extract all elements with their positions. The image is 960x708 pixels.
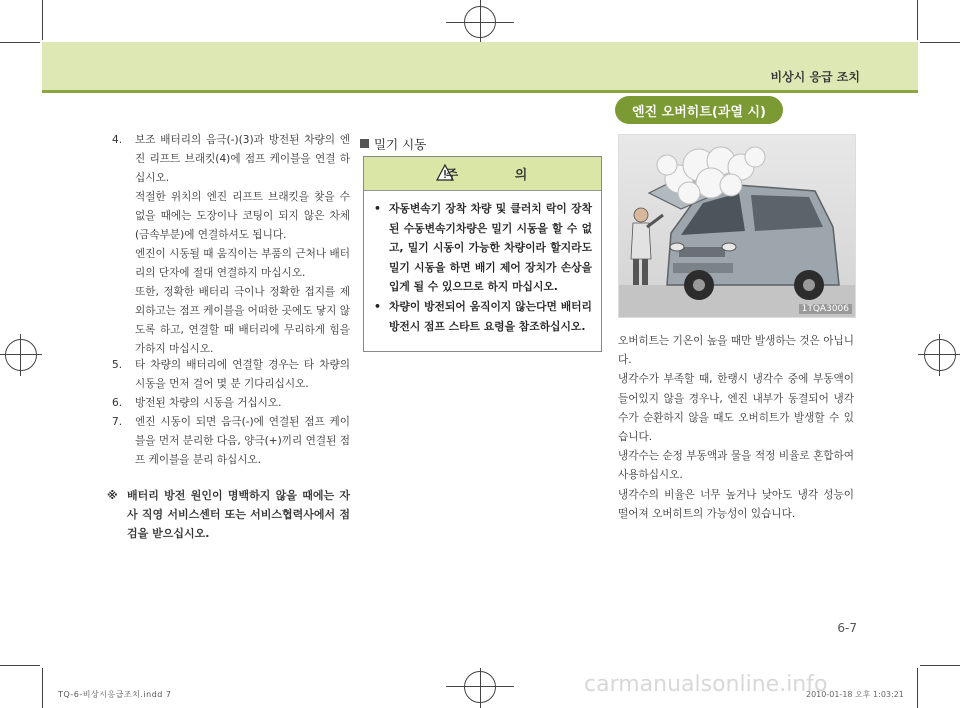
paragraph: 냉각수가 부족할 때, 한랭시 냉각수 중에 부동액이 들어있지 않을 경우나, 엔진 내부가 동결되어 냉각수가 순환하지 않을 때도 오버히트가 발생할 수 있습니다. [618,373,854,444]
paragraph: 냉각수는 순정 부동액과 물을 적정 비율로 혼합하여 사용하십시오. [618,450,854,482]
service-note [107,486,350,543]
step-4-detail-3: 또한, 정확한 배터리 극이나 정확한 접지를 제외하고는 점프 케이블을 어떠한 곳에도 닿지 않도록 하고, 연결할 때 배터리에 무리하게 힘을 가하지 마십시오. [135,286,350,355]
van-steam-illustration [619,135,855,317]
watermark: carmanualsonline.info [584,672,828,697]
page-number: 6-7 [837,621,857,635]
overheat-body [618,332,854,524]
step-4-detail-1: 적절한 위치의 엔진 리프트 브래킷을 찾을 수 없을 때에는 도장이나 코팅이 되지 않은 차체 (금속부분)에 연결하셔도 됩니다. [135,191,350,241]
step-5: 5. 타 차량의 배터리에 연결할 경우는 타 차량의 시동을 먼저 걸어 몇 분 기다리십시오. [112,359,350,390]
file-info: TQ-6-비상시응급조치.indd 7 [58,690,172,699]
chapter-title: 비상시 응급 조치 [770,70,860,84]
caution-title: 주 의 [445,168,554,183]
caution-box [363,156,602,352]
step-4: 4. 보조 배터리의 음극(-)(3)과 방전된 차량의 엔진 리프트 브래킷(4)에 점프 케이블을 연결 하십시오. [112,134,350,184]
header-rule [42,90,918,93]
paragraph: 오버히트는 기온이 높을 때만 발생하는 것은 아닙니다. [618,335,854,367]
square-bullet-icon [360,139,369,148]
step-4-detail-2: 엔진이 시동될 때 움직이는 부품의 근처나 배터리의 단자에 절대 연결하지 마십시오. [135,248,350,279]
section-title-overheat: 엔진 오버히트(과열 시) [615,96,783,124]
date-info: 2010-01-18 오후 1:03:21 [806,690,904,699]
note-text: 배터리 방전 원인이 명백하지 않을 때에는 자사 직영 서비스센터 또는 서비스협력사에서 점검을 받으십시오. [127,489,350,540]
section-heading-push-start: 밀기 시동 [360,135,426,153]
step-7: 7. 엔진 시동이 되면 음극(-)에 연결된 점프 케이블을 먼저 분리한 다음, 양극(+)끼리 연결된 점프 케이블을 분리 하십시오. [112,416,350,466]
step-6: 6. 방전된 차량의 시동을 거십시오. [112,397,282,409]
overheat-illustration [618,134,856,318]
note-mark: ※ [107,489,118,502]
caution-header [364,157,601,191]
image-code: 1TQA3006 [799,304,852,314]
caution-bullet: • 자동변속기 장착 차량 및 클러치 락이 장착된 수동변속기차량은 밀기 시동을 할 수 없고, 밀기 시동이 가능한 차량이라 할지라도 밀기 시동을 하면 배기 제어 장치가 손상을 입게 될 수 있으므로 하지 마십시오. [374,202,592,293]
caution-bullet: • 차량이 방전되어 움직이지 않는다면 배터리 방전시 점프 스타트 요령을 참조하십시오. [374,300,592,333]
paragraph: 냉각수의 비율은 너무 높거나 낮아도 냉각 성능이 떨어져 오버히트의 가능성이 있습니다. [618,488,854,520]
